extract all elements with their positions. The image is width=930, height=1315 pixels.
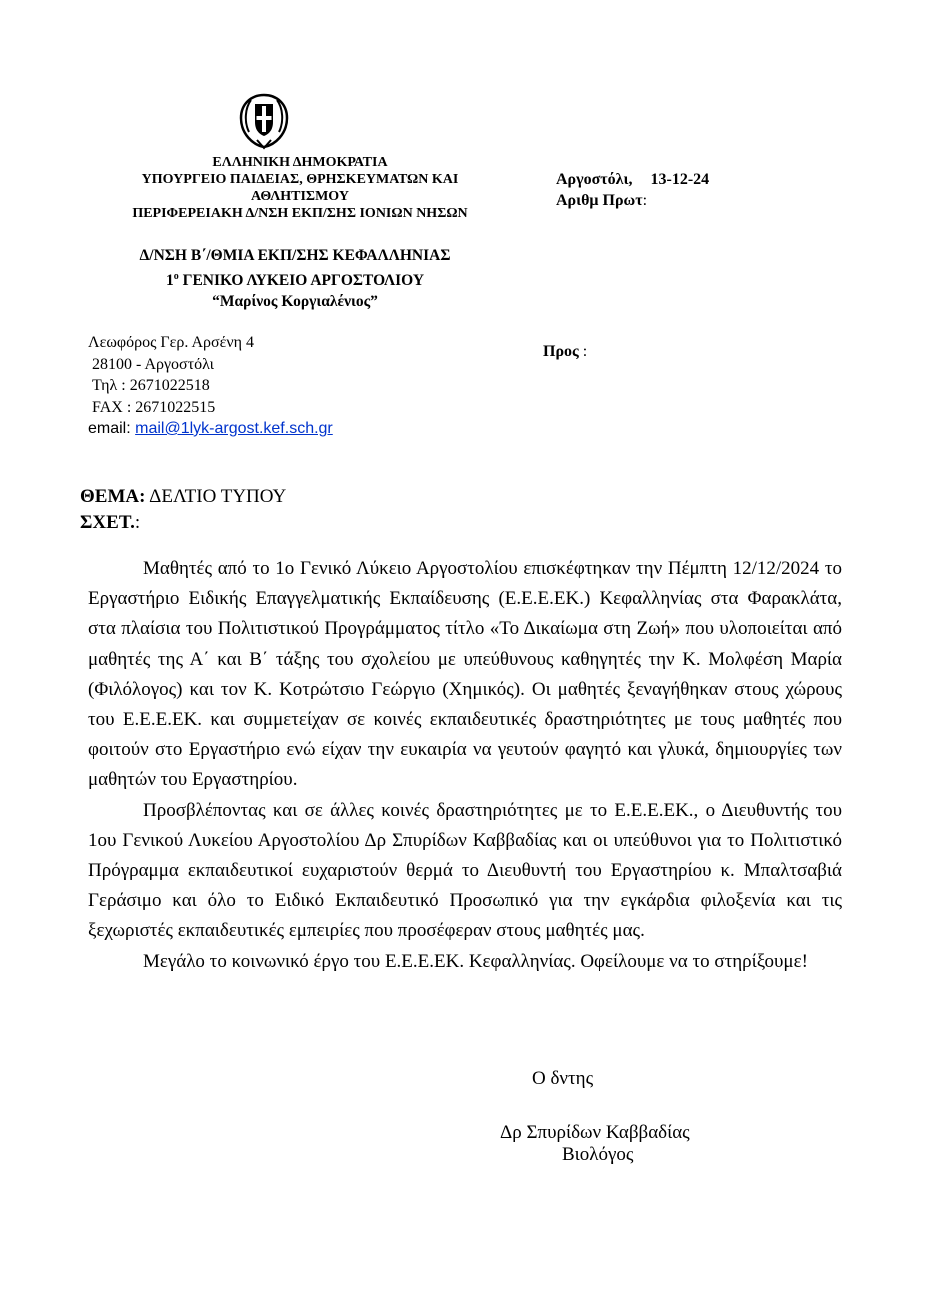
reference-line: ΣΧΕΤ.:	[80, 512, 141, 533]
date-line	[556, 169, 709, 191]
email-link[interactable]: mail@1lyk-argost.kef.sch.gr	[135, 420, 333, 437]
signature-name: Δρ Σπυρίδων Καββαδίας	[500, 1122, 690, 1143]
subject-line	[80, 484, 286, 510]
header-line-directorate: Δ/ΝΣΗ Β΄/ΘΜΙΑ ΕΚΠ/ΣΗΣ ΚΕΦΑΛΛΗΝΙΑΣ	[139, 247, 451, 264]
school-header	[30, 245, 560, 312]
body-text	[88, 554, 842, 977]
reference-label: ΣΧΕΤ.	[80, 512, 135, 533]
protocol-line: Αριθμ Πρωτ:	[556, 192, 648, 209]
header-line-ministry: ΥΠΟΥΡΓΕΙΟ ΠΑΙΔΕΙΑΣ, ΘΡΗΣΚΕΥΜΑΤΩΝ ΚΑΙ	[141, 172, 459, 187]
header-line-school: $1^o$ ΓΕΝΙΚΟ ΛΥΚΕΙΟ ΑΡΓΟΣΤΟΛΙΟΥ	[165, 271, 425, 290]
signature-title: Βιολόγος	[562, 1144, 634, 1165]
body-paragraph-1: Μαθητές από το 1ο Γενικό Λύκειο Αργοστολίου επισκέφτηκαν την Πέμπτη 12/12/2024 το Εργαστήριο Ειδικής Επαγγελματικής Εκπαίδευσης (Ε.Ε.Ε.ΕΚ.) Κεφαλληνίας στα Φαρακλάτα, στα πλαίσια του Πολιτιστικού Προγράμματος τίτλο «Το Δικαίωμα στη Ζωή» που υλοποιείται από μαθητές της Α΄ και Β΄ τάξης του σχολείου με υπεύθυνους καθηγητές την Κ. Μολφέση Μαρία (Φιλόλογος) και τον Κ. Κοτρώτσιο Γεώργιο (Χημικός). Οι μαθητές ξεναγήθηκαν στους χώρους του Ε.Ε.Ε.ΕΚ. και συμμετείχαν σε κοινές εκπαιδευτικές δραστηριότητες με τους μαθητές που φοιτούν στο Εργαστήριο ενώ είχαν την ευκαιρία να γευτούν φαγητό και γλυκά, δημιουργίες των μαθητών του Εργαστηρίου.	[88, 558, 842, 791]
body-paragraph-3: Μεγάλο το κοινωνικό έργο του Ε.Ε.Ε.ΕΚ. Κεφαλληνίας. Οφείλουμε να το στηρίξουμε!	[143, 950, 808, 972]
place: Αργοστόλι,	[556, 171, 633, 188]
address-block	[88, 332, 333, 440]
subject-block	[80, 484, 286, 536]
address-street: Λεωφόρος Γερ. Αρσένη 4	[88, 334, 254, 351]
signature-role: Ο δντης	[532, 1068, 594, 1089]
greek-coat-of-arms-icon	[237, 92, 291, 150]
header-line-republic: ΕΛΛΗΝΙΚΗ ΔΗΜΟΚΡΑΤΙΑ	[212, 155, 388, 170]
to-line: Προς :	[543, 343, 588, 360]
date: 13-12-24	[650, 171, 710, 188]
to-label: Προς	[543, 343, 579, 360]
subject-value: ΔΕΛΤΙΟ ΤΥΠΟΥ	[145, 486, 287, 507]
header-line-ministry-cont: ΑΘΛΗΤΙΣΜΟΥ	[251, 189, 349, 204]
email-label: email:	[88, 420, 136, 437]
body-paragraph-2: Προσβλέποντας και σε άλλες κοινές δραστηριότητες με το Ε.Ε.Ε.ΕΚ., ο Διευθυντής του 1ου Γενικού Λυκείου Αργοστολίου Δρ Σπυρίδων Καββαδίας και οι υπεύθυνοι για το Πολιτιστικό Πρόγραμμα εκπαιδευτικοί ευχαριστούν θερμά το Διευθυντή του Εργαστηρίου κ. Μπαλτσαβιά Γεράσιμο και όλο το Ειδικό Εκπαιδευτικό Προσωπικό για την εγκάρδια φιλοξενία και τις ξεχωριστές εκπαιδευτικές εμπειρίες που προσέφεραν στους μαθητές μας.	[88, 799, 842, 942]
header-line-regional: ΠΕΡΙΦΕΡΕΙΑΚΗ Δ/ΝΣΗ ΕΚΠ/ΣΗΣ ΙΟΝΙΩΝ ΝΗΣΩΝ	[132, 206, 468, 221]
protocol-label: Αριθμ Πρωτ	[556, 192, 643, 209]
address-city: 28100 - Αργοστόλι	[92, 355, 214, 373]
header-line-school-name: “Μαρίνος Κοργιαλένιος”	[212, 293, 378, 311]
address-email-line	[88, 418, 333, 440]
address-fax: FAX : 2671022515	[92, 398, 216, 416]
ministry-header	[60, 154, 540, 222]
address-phone: Τηλ : 2671022518	[92, 377, 210, 394]
subject-label: ΘΕΜΑ:	[80, 486, 146, 507]
